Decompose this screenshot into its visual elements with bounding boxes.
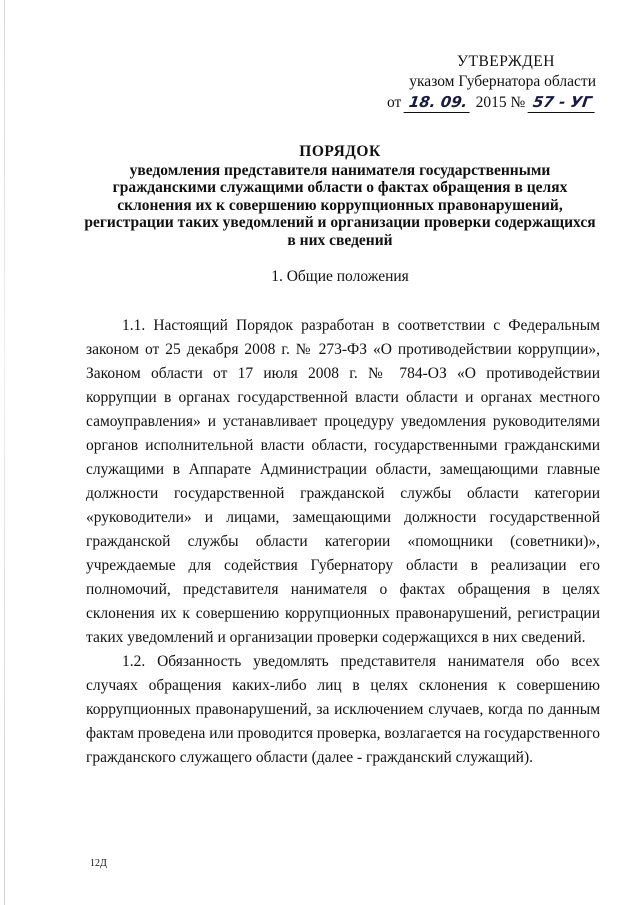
- title-subtitle: уведомления представителя нанимателя государственными гражданскими служащими области о фактах обращения в целях склонения их к совершению коррупционных правонарушений, регистрации таких уведомлений и организации проверки содержащихся в них сведений: [84, 161, 596, 249]
- decree-year: 2015 №: [475, 94, 526, 111]
- page-number: 12Д: [90, 858, 107, 869]
- handwritten-number: 57 - УГ: [528, 92, 598, 113]
- date-prefix: от: [386, 94, 402, 111]
- approval-date-line: [386, 92, 596, 113]
- page-edge: [4, 0, 5, 905]
- paragraph-1-1: 1.1. Настоящий Порядок разработан в соответствии с Федеральным законом от 25 декабря 2008 г. № 273-ФЗ «О противодействии коррупции», Законом области от 17 июля 2008 г. № 784-ОЗ «О противодействии коррупции в органах государственной власти области и органах местного самоуправления» и устанавливает процедуру уведомления руководителями органов исполнительной власти области, государственными гражданскими служащими в Аппарате Администрации области, замещающими главные должности государственной гражданской службы области категории «руководители» и лицами, замещающими должности государственной гражданской службы области категории «помощники (советники)», учреждаемые для содействия Губернатору области в реализации его полномочий, представителя нанимателя о фактах обращения в целях склонения их к совершению коррупционных правонарушений, регистрации таких уведомлений и организации проверки содержащихся в них сведений.: [86, 317, 600, 646]
- section-heading: 1. Общие положения: [271, 268, 409, 285]
- body-text: [86, 314, 600, 770]
- paragraph-1-2: 1.2. Обязанность уведомлять представителя нанимателя обо всех случаях обращения каких-либо лиц в целях склонения к совершению коррупционных правонарушений, за исключением случаев, когда по данным фактам проведена или проводится проверка, возлагается на государственного гражданского служащего области (далее - гражданский служащий).: [86, 653, 601, 766]
- approval-decree: указом Губернатора области: [409, 73, 596, 90]
- approval-stamp: [386, 52, 596, 113]
- title-heading: ПОРЯДОК: [299, 143, 381, 160]
- handwritten-date: 18. 09.: [404, 92, 473, 113]
- document-title: [80, 143, 600, 249]
- approval-title: УТВЕРЖДЕН: [457, 53, 555, 70]
